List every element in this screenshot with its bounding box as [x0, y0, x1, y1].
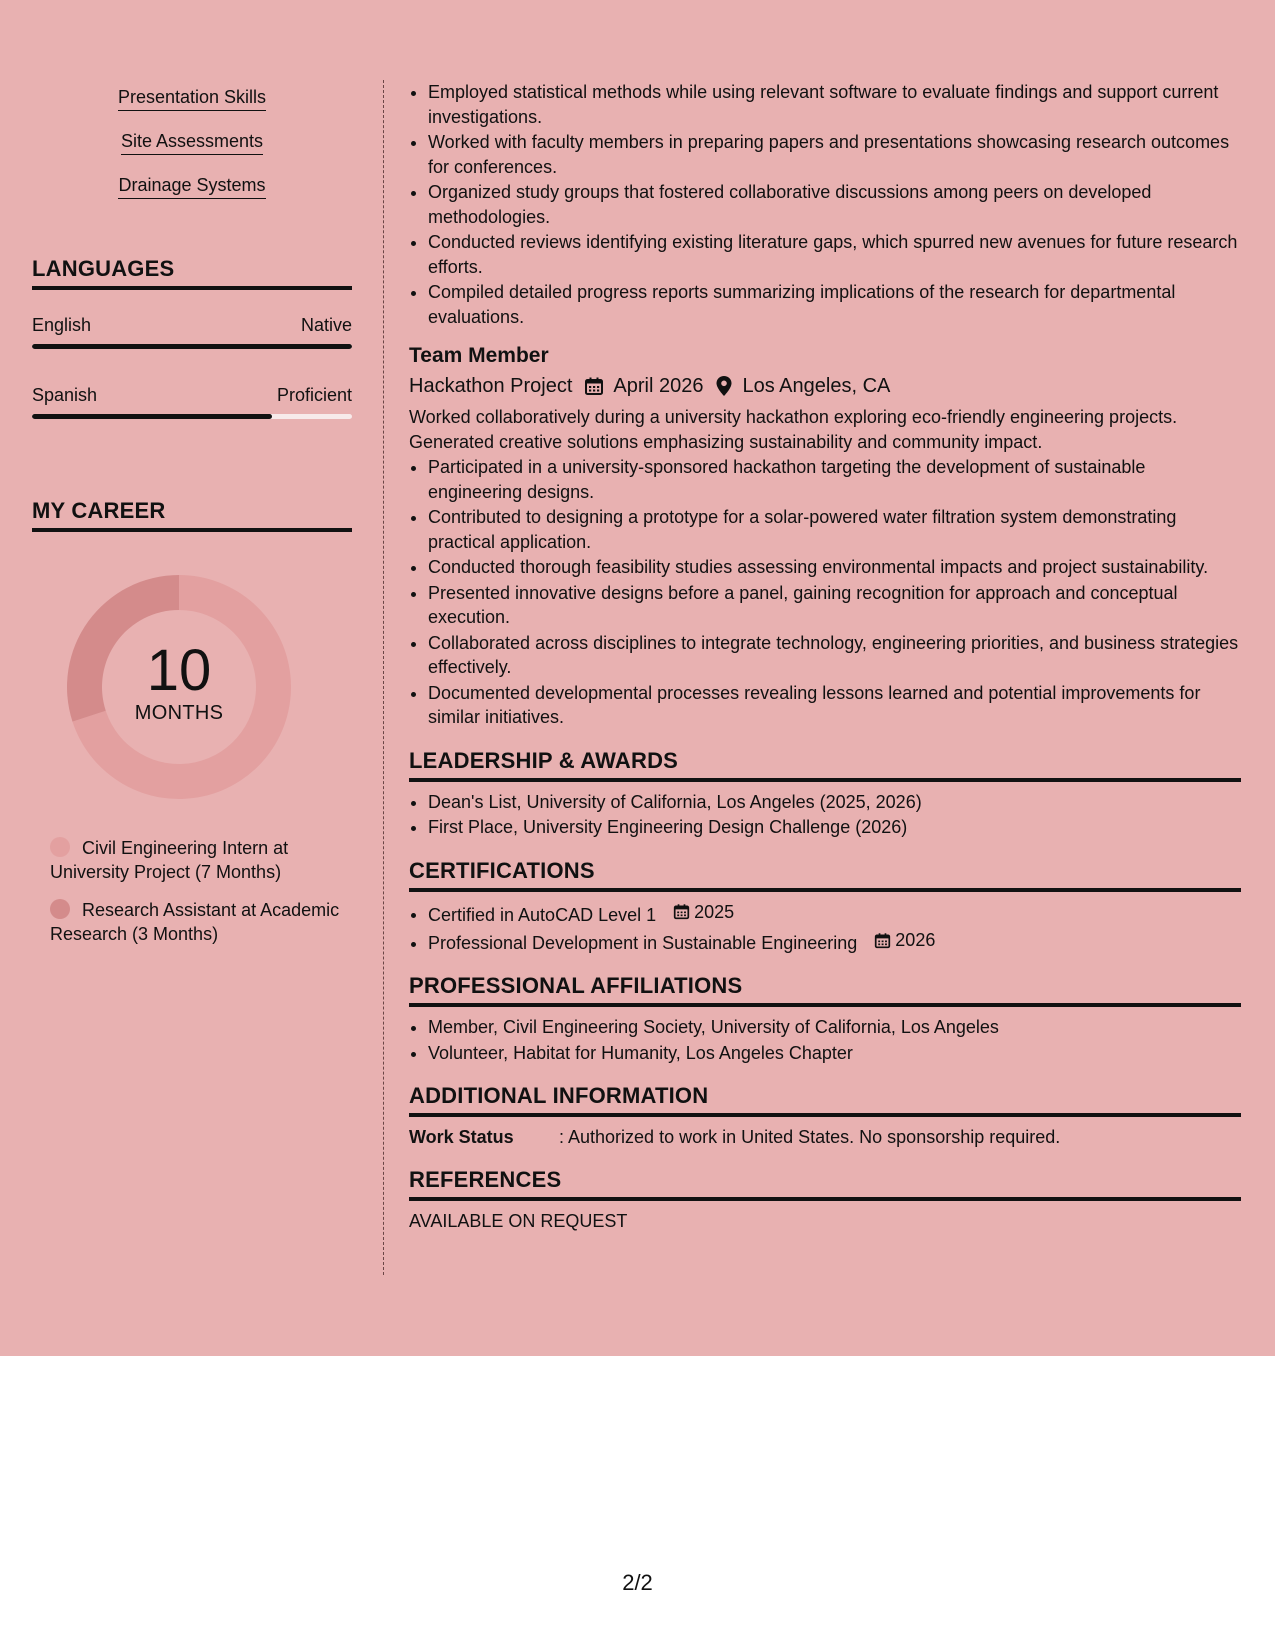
cert-year: 2026	[895, 929, 936, 950]
right-column	[409, 80, 1241, 1233]
awards-heading: LEADERSHIP & AWARDS	[409, 748, 1241, 782]
affiliations-list	[409, 1015, 1241, 1065]
career-legend-item	[50, 898, 350, 946]
references-text: AVAILABLE ON REQUEST	[409, 1211, 628, 1231]
legend-label: Civil Engineering Intern at University Project (7 Months)	[50, 838, 289, 882]
list-item: • First Place, University Engineering Design Challenge (2026)	[428, 815, 1241, 840]
job-location: Los Angeles, CA	[742, 375, 891, 397]
list-item: • Documented developmental processes revealing lessons learned and potential improvements for similar initiatives.	[428, 681, 1241, 730]
list-item: • Member, Civil Engineering Society, University of California, Los Angeles	[428, 1015, 1241, 1040]
calendar-icon	[584, 376, 604, 396]
calendar-icon	[874, 932, 891, 949]
job-description: Worked collaboratively during a university hackathon exploring eco-friendly engineering projects. Generated creative solutions emphasizing sustainability and community impact.	[409, 407, 1178, 452]
legend-dot	[50, 837, 70, 857]
cert-year: 2025	[694, 901, 735, 922]
calendar-icon	[673, 903, 690, 920]
affiliations-heading: PROFESSIONAL AFFILIATIONS	[409, 973, 1241, 1007]
donut-center-label	[66, 574, 292, 800]
career-total-number: 10	[146, 638, 212, 703]
work-status-row	[409, 1125, 1241, 1149]
list-item: • Presented innovative designs before a panel, gaining recognition for approach and conceptual execution.	[428, 581, 1241, 630]
job-meta	[409, 373, 1241, 399]
page-number: 2/2	[622, 1570, 653, 1595]
language-name: English	[32, 315, 92, 335]
list-item: • Organized study groups that fostered collaborative discussions among peers on developed methodologies.	[428, 180, 1241, 229]
list-item: • Compiled detailed progress reports summarizing implications of the research for departmental evaluations.	[428, 280, 1241, 329]
list-item: • Contributed to designing a prototype for a solar-powered water filtration system demonstrating practical application.	[428, 505, 1241, 554]
list-item: • Dean's List, University of California, Los Angeles (2025, 2026)	[428, 790, 1241, 815]
list-item: • Participated in a university-sponsored hackathon targeting the development of sustainable engineering designs.	[428, 455, 1241, 504]
languages-heading: LANGUAGES	[32, 256, 352, 290]
column-divider	[383, 80, 384, 1275]
job-bullets	[409, 455, 1241, 730]
skill-item: Drainage Systems	[118, 174, 265, 199]
language-row-spanish	[32, 384, 352, 406]
language-bar-english	[32, 344, 352, 349]
list-item: • Employed statistical methods while using relevant software to evaluate findings and support current investigations.	[428, 80, 1241, 129]
career-donut-chart	[66, 574, 292, 800]
certifications-list	[409, 900, 1241, 956]
awards-list	[409, 790, 1241, 840]
list-item: • Worked with faculty members in preparing papers and presentations showcasing research outcomes for conferences.	[428, 130, 1241, 179]
list-item	[428, 900, 1241, 927]
location-pin-icon	[715, 375, 733, 397]
language-bar-fill	[32, 414, 272, 419]
skill-item: Presentation Skills	[118, 86, 266, 111]
skill-item: Site Assessments	[121, 130, 263, 155]
legend-dot	[50, 899, 70, 919]
language-bar-fill	[32, 344, 352, 349]
certifications-heading: CERTIFICATIONS	[409, 858, 1241, 892]
list-item: • Conducted reviews identifying existing literature gaps, which spurred new avenues for future research efforts.	[428, 230, 1241, 279]
language-row-english	[32, 314, 352, 336]
cert-name: Professional Development in Sustainable Engineering	[428, 932, 858, 953]
research-bullets	[409, 80, 1241, 329]
language-bar-spanish	[32, 414, 352, 419]
cert-name: Certified in AutoCAD Level 1	[428, 904, 657, 925]
list-item: • Collaborated across disciplines to integrate technology, engineering priorities, and business strategies effectively.	[428, 631, 1241, 680]
legend-label: Research Assistant at Academic Research (3 Months)	[50, 900, 340, 944]
language-name: Spanish	[32, 385, 98, 405]
list-item: • Volunteer, Habitat for Humanity, Los Angeles Chapter	[428, 1041, 1241, 1066]
list-item	[428, 928, 1241, 955]
job-date: April 2026	[613, 375, 704, 397]
references-heading: REFERENCES	[409, 1167, 1241, 1201]
language-level: Native	[300, 315, 352, 335]
job-title: Team Member	[409, 344, 549, 367]
work-status-value: : Authorized to work in United States. No sponsorship required.	[559, 1127, 1061, 1147]
skills-list	[32, 86, 352, 218]
career-total-unit: MONTHS	[134, 702, 224, 724]
career-legend-item	[50, 836, 350, 884]
career-heading: MY CAREER	[32, 498, 352, 532]
work-status-label: Work Status	[409, 1127, 514, 1147]
list-item: • Conducted thorough feasibility studies assessing environmental impacts and project sustainability.	[428, 555, 1241, 580]
job-org: Hackathon Project	[409, 375, 573, 397]
language-level: Proficient	[276, 385, 352, 405]
additional-info-heading: ADDITIONAL INFORMATION	[409, 1083, 1241, 1117]
